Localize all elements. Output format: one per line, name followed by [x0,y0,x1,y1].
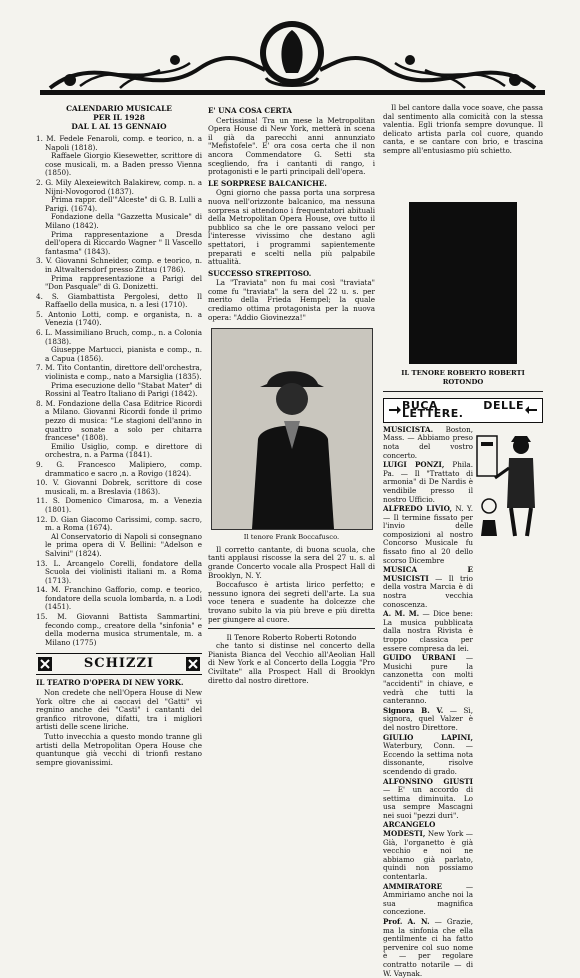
letter-answer-name: GUIDO URBANI [383,653,456,663]
calendar-entry-main: 9. G. Francesco Malipiero, comp. drammatico e sacro ,n. a Rovigo (1824). [36,459,202,478]
calendar-entry [36,135,202,178]
boccafusco-caption: Il tenore Frank Boccafusco. [243,533,340,542]
calendar-entry [36,479,202,496]
letter-answer-text: — Dice bene: La musica pubblicata dalla nostra Rivista è troppo classica per essere compresa da lei. [383,609,473,653]
letter-answer [383,461,473,504]
calendar-entries [36,135,202,647]
buca-title: BUCA DELLE LETTERE. [402,398,524,421]
divider [208,628,375,629]
calendar-entry-sub: Giuseppe Martucci, pianista e comp., n. a Capua (1856). [45,345,202,363]
calendar-entry-sub: Raffaele Giorgio Kiesewetter, scrittore di cose musicali, m. a Baden presso Vienna (1850). [45,151,202,178]
calendar-entry-sub: Emilio Usiglio, comp. e direttore di orchestra, n. a Parma (1841). [45,441,202,460]
rotondo-text-continued: Il bel cantore dalla voce soave, che passa dal sentimento alla comicità con la stessa valentia. Egli trionfa sempre dovunque. Il delicato artista parla col cuore, quando canta, e se cantare con brio, e trascina sempre all'entusiasmo più schietto. [383,103,543,155]
calendar-entry [36,364,202,398]
letter-answer-text: New York — Già, l'organetto è già vecchio e noi ne abbiamo già parlato, quindi non possiamo contentarla. [383,829,473,882]
mailman-illustration-icon [475,428,543,538]
calendar-entry-main: 2. G. Mily Alexeiewitch Balakirew, comp. n. a Nijni-Novogorod (1837). [36,177,202,196]
letters-section [383,426,543,978]
letter-answer-text: N. Y. — Il termine fissato per l'invio delle composizioni al nostro Concorso Musicale fu fissato fino al 20 dello scorso Dicembre [383,504,473,565]
calendar-entry-sub: Prima rappr. dell'"Alceste" di G. B. Lulli a Parigi. (1674). [45,195,202,213]
letter-answer [383,734,473,777]
calendar-entry-sub: Fondazione della "Gazzetta Musicale" di Milano (1842). [45,212,202,230]
boccafusco-text: Boccafusco è artista lirico perfetto; e nessuno ignora dei segreti dell'arte. La sua voce tenera e suadente ha dolcezze che trovano subito la via più breve e più diretta per giungere al cuore. [208,580,375,624]
calendar-entry [36,179,202,256]
calendar-entry [36,560,202,586]
letter-answer [383,610,473,653]
letter-answer-name: Prof. A. N. [383,917,430,926]
cosa-certa-heading: E' UNA COSA CERTA [208,106,292,115]
letter-answer-name: A. M. M. [383,609,420,619]
calendar-entry-main: 1. M. Fedele Fenaroli, comp. e teorico, n. a Napoli (1818). [36,134,202,152]
rotondo-text: che tanto si distinse nel concerto della Pianista Bianca del Vecchio all'Aeolian Hall di New York e al Concerto della Loggia "Pro Civiltate" alla Prospect Hall di Brooklyn diretto dal nostro direttore. [208,641,375,685]
letter-answer-name: AMMIRATORE [383,881,443,891]
letter-answer-text: — Ammiriamo anche noi la sua magnifica concezione. [383,881,473,917]
schizzi-paragraph: Non credete che nell'Opera House di New York oltre che ai caccavi del "Gatti" vi regnino anche dei "Casti" i cantanti del granfico ritrovone, difatti, tra i migliori artisti delle scene liriche. [36,688,202,732]
letter-answer-name: ARCANGELO MODESTI, [383,820,436,839]
letter-answer-name: LUIGI PONZI, [383,460,445,470]
calendar-entry-sub: Prima esecuzione dello "Stabat Mater" di Rossini al Teatro Italiano di Parigi (1842). [45,380,202,399]
calendar-entry-main: 7. M. Tito Contantin, direttore dell'orchestra, violinista e comp., nato a Marsiglia (1835). [36,363,202,382]
hand-pointer-icon [524,403,538,417]
portrait-figure-icon [212,329,372,529]
schizzi-heading: IL TEATRO D'OPERA DI NEW YORK. [36,678,184,688]
letter-answer-text: Boston, Mass. — Abbiamo preso nota del vostro concerto. [383,424,473,460]
calendar-entry-main: 15. M. Giovanni Battista Sammartini, fecondo comp., creatore della "sinfonia" e della moderna musica strumentale, m. a Milano (1775) [36,612,202,647]
letter-answer [383,821,473,881]
calendar-entry-sub: Prima rappresentazione a Dresda dell'opera di Riccardo Wagner " Il Vascello fantasma" (1843). [45,229,202,256]
letter-answer [383,778,473,821]
calendar-entry [36,293,202,310]
sorprese-heading: LE SORPRESE BALCANICHE. [208,178,327,188]
letter-answer [383,654,473,706]
column-calendar [36,104,202,767]
calendar-entry [36,400,202,460]
schizzi-banner [36,653,202,675]
letter-answer-name: ALFONSINO GIUSTI [383,776,473,786]
calendar-entry [36,497,202,514]
calendar-title: CALENDARIO MUSICALE [66,104,172,113]
calendar-entry [36,329,202,363]
successo-text: La "Traviata" non fu mai così "traviata" come fu "traviata" la sera del 22 u. s. per merito della Frieda Hempel; la quale crediamo ottima protagonista per la nuova opera: "Addio Giovinezza!" [208,278,375,322]
letter-answer-text: — Sì, signora, quel Valzer è del nostro Direttore. [383,705,473,732]
calendar-entry-main: 8. M. Fondazione della Casa Editrice Ricordi a Milano. Giovanni Ricordi fonde il primo pezzo di musica: "Le stagioni dell'anno in quattro sonate a solo per chitarra francese" (1808). [36,398,202,443]
buca-banner [383,398,543,423]
letter-answer-text: — Musichi pure la canzonetta con molti "accidenti" in chiave, e vedrà che tutti la canteranno. [383,653,473,706]
calendar-entry-sub: Prima rappresentazione a Parigi del "Don Pasquale" di G. Donizetti. [45,273,202,292]
cosa-certa-text: Certissima! Tra un mese la Metropolitan Opera House di New York, metterà in scena il già da parecchi anni annunziato "Mefistofele". E' ora cosa certa che il non ancora Commendatore G. Setti sta scegliendo, fra i cantanti di rango, i protagonisti e le parti principali dell'opera. [208,115,375,177]
calendar-entry-main: 6. L. Massimiliano Bruch, comp., n. a Colonia (1838). [36,328,202,346]
letter-answer [383,426,473,460]
calendar-entry [36,461,202,478]
letter-answer [383,918,473,978]
letter-answer-text: Waterbury, Conn. — Eccendo la settima nota dissonante, risolve scendendo di grado. [383,741,473,776]
rotondo-heading: Il Tenore Roberto Roberti Rotondo [226,633,357,643]
divider [383,391,543,392]
letter-answer [383,505,473,565]
calendar-entry-main: 10. V. Giovanni Dobrek, scrittore di cose musicali, m. a Breslavia (1863). [36,478,202,496]
ornament-icon [186,657,200,671]
calendar-entry [36,613,202,647]
calendar-entry-main: 3. V. Giovanni Schneider, comp. e teorico, n. in Altwaltersdorf presso Zittau (1786). [36,256,202,274]
letter-answer-name: MUSICISTA. [383,424,434,434]
letter-answer-text: — Il trio della vostra Marcia è di nostra vecchia conoscenza. [383,573,473,609]
portrait-photo-rotondo [409,202,517,364]
calendar-range: DAL L AL 15 GENNAIO [71,122,167,131]
calendar-entry-main: 11. S. Domenico Cimarosa, m. a Venezia (1801). [36,496,202,514]
column-right [383,103,543,978]
ornament-icon [38,657,52,671]
column-middle [208,104,375,754]
letter-answer [383,566,473,609]
calendar-entry-main: 4. S. Giambattista Pergolesi, detto Il Raffaello della musica, n. a Iesi (1710). [36,291,202,310]
letter-answer-name: Signora B. V. [383,705,444,715]
schizzi-title: SCHIZZI [83,656,155,672]
letter-answer [383,707,473,733]
letter-answer-text: — Grazie, ma la sinfonia che ella gentilmente ci ha fatto pervenire col suo nome è — per regolare contratto notarile — di W. Vaynak. [383,917,473,978]
letter-answer-name: MUSICA E MUSICISTI [383,565,473,583]
calendar-entry [36,257,202,291]
calendar-entry-main: 12. D. Gian Giacomo Carissimi, comp. sacro, m. a Roma (1674). [36,514,202,533]
calendar-entry [36,311,202,328]
hand-pointer-icon [388,403,402,417]
schizzi-paragraph: Tutto invecchia a questo mondo tranne gli artisti della Metropolitan Opera House che quantunque già vecchi di trionfi restano sempre giovanissimi. [36,732,202,767]
rotondo-caption: IL TENORE ROBERTO ROBERTI ROTONDO [401,368,525,386]
ornamental-header [40,8,545,100]
calendar-entry-main: 13. L. Arcangelo Corelli, fondatore della Scuola dei violinisti italiani m. a Roma (1713). [36,558,202,585]
letter-answer-name: GIULIO LAPINI, [383,732,473,742]
letter-answer-text: — E' un accordo di settima diminuita. Lo usa sempre Mascagni nei suoi "pezzi duri". [383,785,473,820]
boccafusco-text: Il corretto cantante, di buona scuola, che tanti applausi riscosse la sera del 27 u. s. al grande Concerto vocale alla Prospect Hall di Brooklyn, N. Y. [208,544,375,580]
successo-heading: SUCCESSO STREPITOSO. [208,268,312,278]
calendar-entry [36,516,202,559]
letter-answer-name: ALFREDO LIVIO, [383,504,452,514]
calendar-entry-main: 5. Antonio Lotti, comp. e organista, n. a Venezia (1740). [36,309,202,328]
portrait-photo-boccafusco [211,328,373,530]
letter-answer-text: Phila. Pa. — Il "Trattato di armonia" di De Nardis è vendibile presso il nostro Ufficio. [383,460,473,504]
calendar-entry-main: 14. M. Franchino Gafforio, comp. e teorico, fondatore della scuola lombarda, n. a Lodi (1451). [36,585,202,612]
calendar-entry-sub: Al Conservatorio di Napoli si consegnano le prima opera di V. Bellini: "Adelson e Salvini" (1824). [45,531,202,558]
letter-answer [383,883,473,917]
sorprese-text: Ogni giorno che passa porta una sorpresa nuova nell'orizzonte balcanico, ma nessuna sorpresa si attendono i frequentatori abituali della Metropolitan Opera House, ove tutto il pubblico sa che le ore passano veloci per l'interesse vivissimo che destano agli spettatori, i programmi sapientemente preparati e scelti nella più palpabile attualità. [208,188,375,267]
calendar-subtitle: PER IL 1928 [93,113,145,122]
calendar-entry [36,586,202,612]
